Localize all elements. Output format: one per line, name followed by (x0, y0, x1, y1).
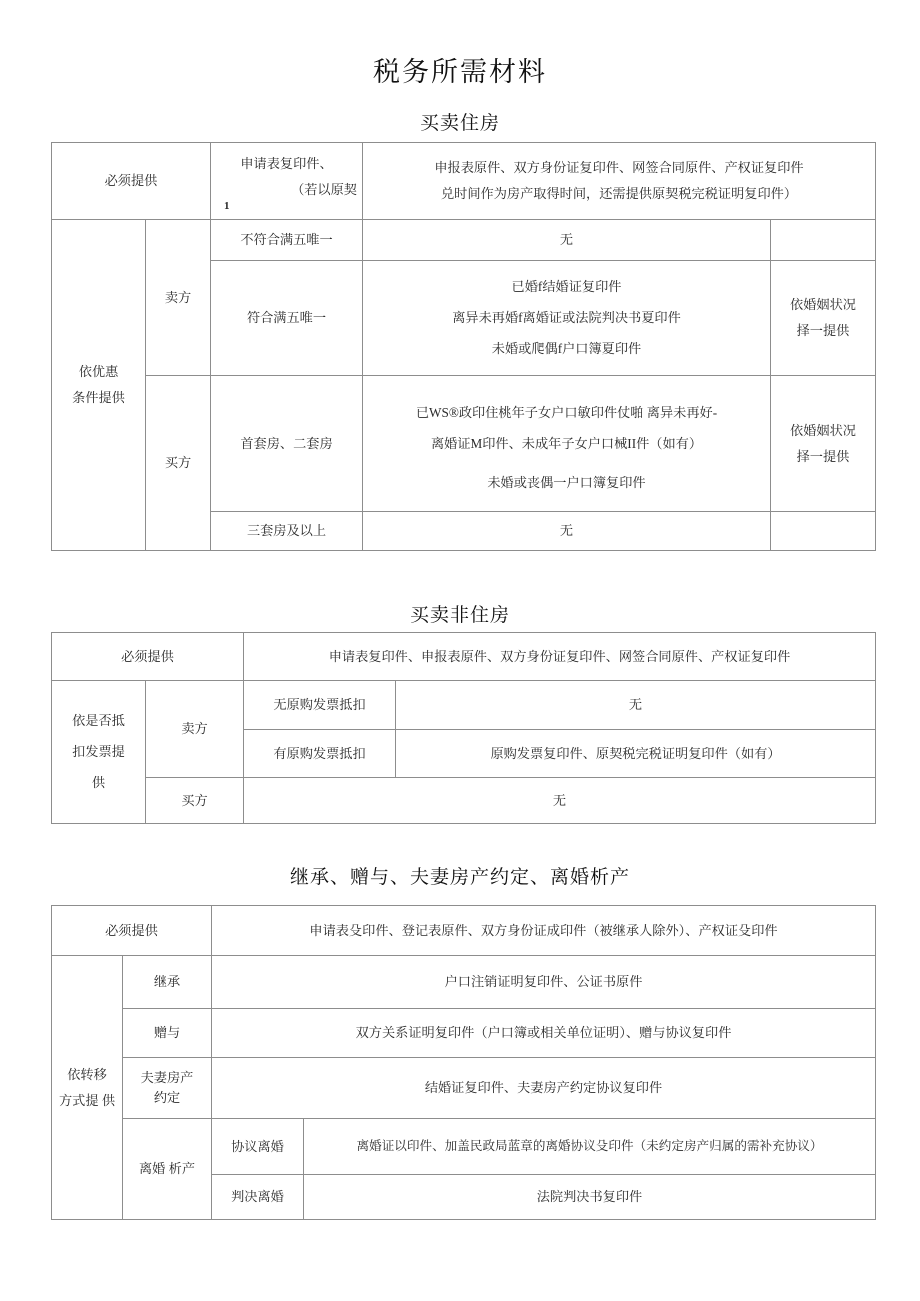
cell-required-value: 申请表殳印件、登记表原件、双方身份证成印件（被继承人除外）、产权证殳印件 (212, 906, 876, 956)
table-row (52, 778, 876, 824)
required-main-line2: 兑时间作为房产取得时间，还需提供原契税完税证明复印件） (440, 186, 798, 201)
table-row (52, 1058, 876, 1119)
table-row (52, 1009, 876, 1058)
cell-required-main (363, 143, 876, 220)
seller-cond2-line2: 离异未再婚f离婚证或法院判决书夏印件 (452, 310, 681, 326)
marital-label-line1: 夫妻房产 (140, 1070, 194, 1086)
seller-cond2-line1: 已婚f结婚证复印件 (511, 279, 622, 295)
cell-benefit-label (52, 220, 146, 551)
cell-divorce-label: 离婚 析产 (123, 1119, 212, 1220)
seller-note-line2: 择一提供 (796, 323, 850, 338)
cell-buyer-label: 买方 (146, 376, 211, 551)
table-row (52, 220, 876, 261)
required-narrow-line1: 申请表复印件、 (240, 156, 333, 172)
cell-seller-cond1: 无原购发票抵扣 (244, 681, 396, 730)
table-row (52, 143, 876, 220)
cell-gift-label: 赠与 (123, 1009, 212, 1058)
table-row (52, 681, 876, 730)
cell-transfer-label (52, 956, 123, 1220)
cell-seller-cond1: 不符合满五唯一 (211, 220, 363, 261)
cell-seller-cond2: 符合满五唯一 (211, 261, 363, 376)
cell-buyer-cond2-value: 无 (363, 512, 771, 551)
table-row (52, 1119, 876, 1175)
cell-required-value: 申请表复印件、申报表原件、双方身份证复印件、网签合同原件、产权证复印件 (244, 633, 876, 681)
cell-buyer-cond1-value (363, 376, 771, 512)
cell-seller-label: 卖方 (146, 681, 244, 778)
transfer-label-line1: 依转移 (67, 1066, 107, 1082)
cell-divorce-agree-value: 离婚证以印件、加盖民政局蓝章的离婚协议殳印件（未约定房产归属的需补充协议） (304, 1119, 876, 1175)
table-row (52, 633, 876, 681)
cell-required-label: 必须提供 (52, 143, 211, 220)
cell-seller-label: 卖方 (146, 220, 211, 376)
cell-buyer-value: 无 (244, 778, 876, 824)
buyer-note-line2: 择一提供 (796, 448, 850, 464)
invoice-label-line3: 供 (91, 774, 106, 790)
required-main-line1: 申报表原件、双方身份证复印件、网签合同原件、产权证复印件 (434, 160, 804, 176)
table-transfer-methods (51, 905, 876, 1220)
required-narrow-line2: （若以原契 (291, 182, 357, 198)
benefit-label-line1: 依优惠 (78, 364, 119, 380)
cell-seller-cond2: 有原购发票抵扣 (244, 730, 396, 778)
table-row (52, 906, 876, 956)
cell-buyer-cond1: 首套房、二套房 (211, 376, 363, 512)
table-housing-transaction (51, 142, 876, 551)
section-title-transfer: 继承、赠与、夫妻房产约定、离婚析产 (289, 867, 630, 888)
cell-seller-cond1-note (771, 220, 876, 261)
cell-buyer-cond2: 三套房及以上 (211, 512, 363, 551)
cell-seller-note (771, 261, 876, 376)
cell-required-label: 必须提供 (52, 633, 244, 681)
cell-marital-label (123, 1058, 212, 1119)
seller-cond2-line3: 未婚或爬偶f户口簿夏印件 (491, 340, 642, 356)
cell-inherit-value: 户口注销证明复印件、公证书原件 (212, 956, 876, 1009)
cell-buyer-note (771, 376, 876, 512)
invoice-label-line1: 依是否抵 (72, 713, 125, 729)
cell-divorce-judge-label: 判决离婚 (212, 1175, 304, 1220)
cell-buyer-cond2-note (771, 512, 876, 551)
transfer-label-line2: 方式提 供 (58, 1092, 116, 1108)
cell-invoice-label (52, 681, 146, 824)
benefit-label-line2: 条件提供 (72, 390, 125, 405)
table-row (52, 376, 876, 512)
required-narrow-line3: 1 (224, 199, 230, 212)
marital-label-line2: 约定 (153, 1090, 181, 1105)
seller-note-line1: 依婚姻状况 (790, 297, 856, 313)
cell-divorce-agree-label: 协议离婚 (212, 1119, 304, 1175)
section-title-nonhousing: 买卖非住房 (409, 605, 510, 626)
buyer-note-line1: 依婚姻状况 (790, 422, 856, 438)
cell-seller-cond1-value: 无 (363, 220, 771, 261)
buyer-cond1-line3: 未婚或丧偶一户口簿复印件 (487, 475, 646, 491)
cell-seller-cond2-value: 原购发票复印件、原契税完税证明复印件（如有） (396, 730, 876, 778)
cell-seller-cond1-value: 无 (396, 681, 876, 730)
page-title: 税务所需材料 (373, 57, 547, 87)
table-row (52, 956, 876, 1009)
invoice-label-line2: 扣发票提 (72, 744, 125, 760)
cell-seller-cond2-value (363, 261, 771, 376)
cell-inherit-label: 继承 (123, 956, 212, 1009)
table-nonhousing-transaction (51, 632, 876, 824)
cell-buyer-label: 买方 (146, 778, 244, 824)
cell-required-label: 必须提供 (52, 906, 212, 956)
cell-required-narrow (211, 143, 363, 220)
cell-gift-value: 双方关系证明复印件（户口簿或相关单位证明）、赠与协议复印件 (212, 1009, 876, 1058)
buyer-cond1-line2: 离婚证M印件、未成年子女户口械II件（如有） (430, 435, 703, 451)
cell-divorce-judge-value: 法院判决书复印件 (304, 1175, 876, 1220)
cell-marital-value: 结婚证复印件、夫妻房产约定协议复印件 (212, 1058, 876, 1119)
buyer-cond1-line1: 已WS®政印住桃年子女户口敏印件仗啪 离异未再好- (415, 404, 718, 420)
section-title-housing: 买卖住房 (419, 113, 500, 134)
